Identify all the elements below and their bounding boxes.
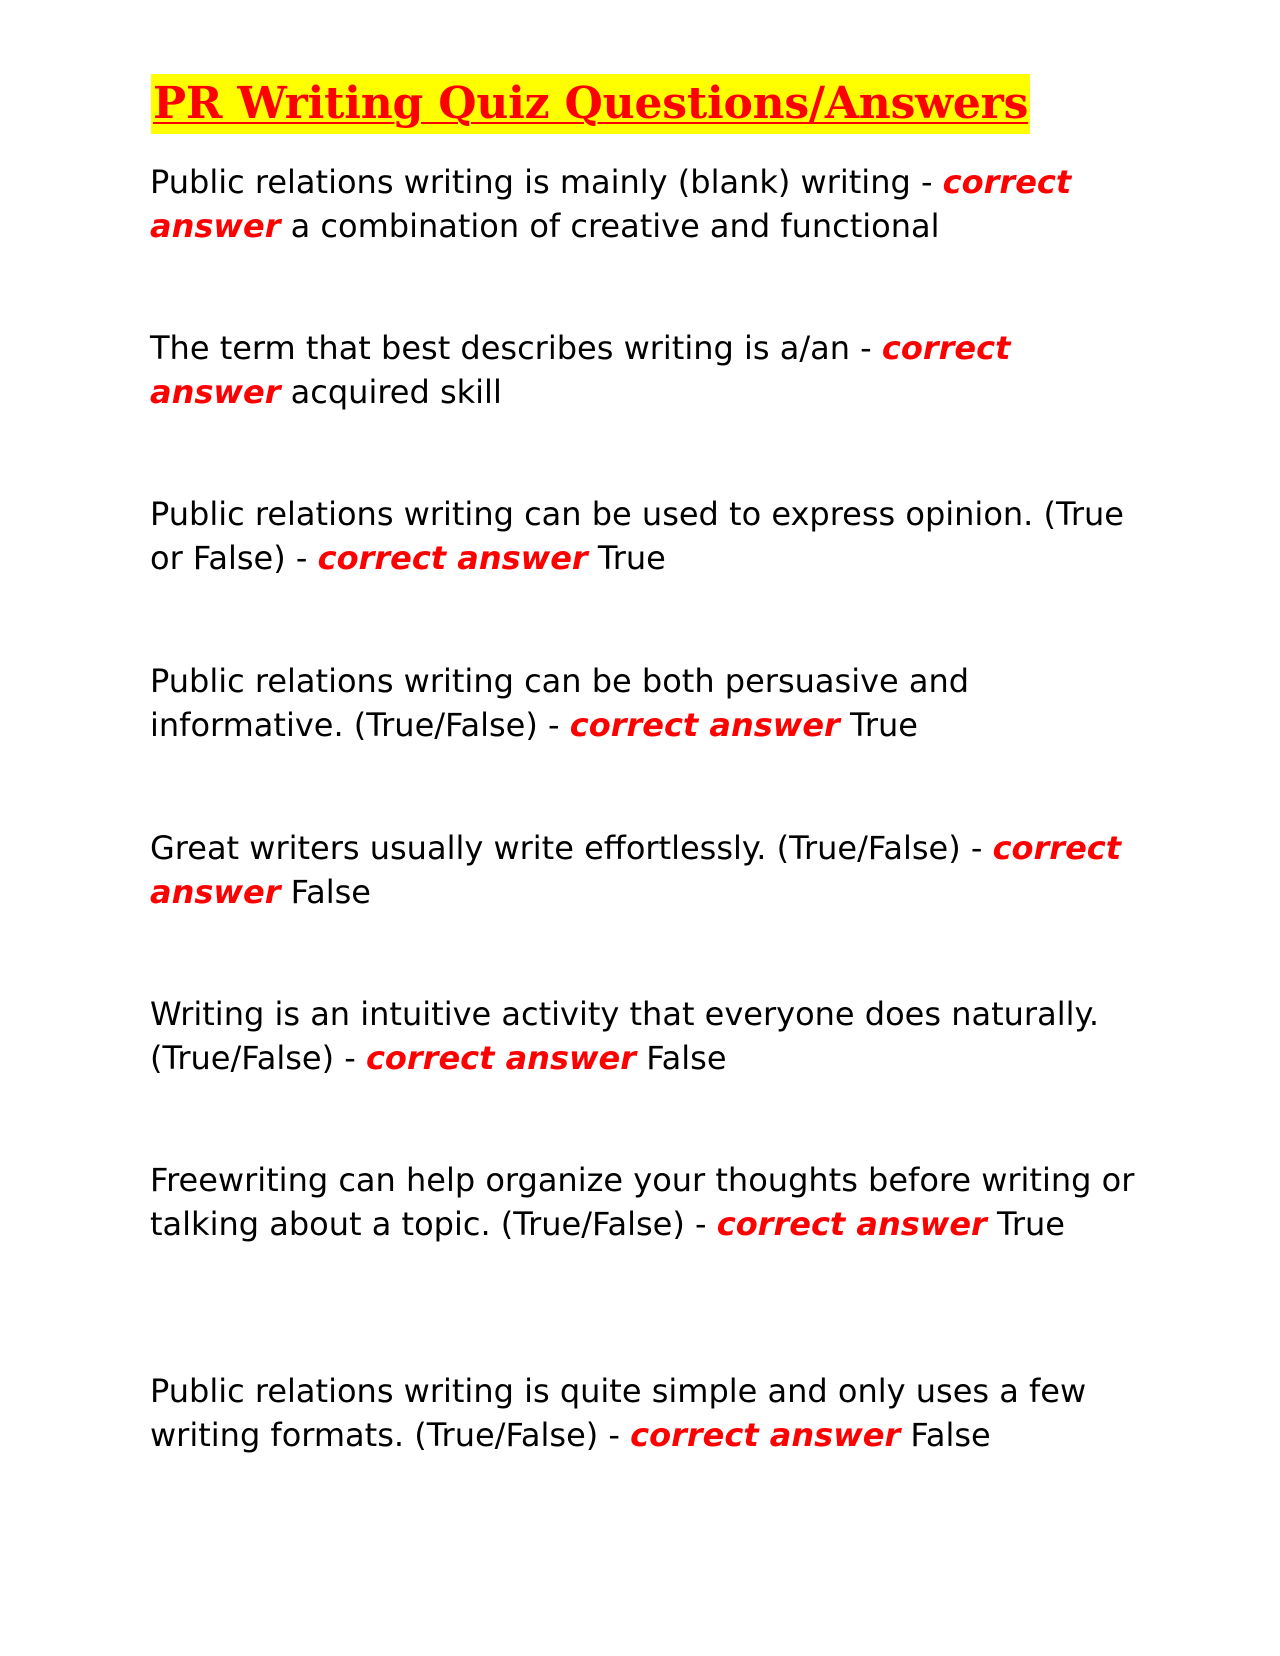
answer-text: True	[839, 706, 918, 744]
answer-label: correct answer	[716, 1205, 987, 1243]
answer-label: correct answer	[150, 329, 1011, 411]
answer-text: acquired skill	[280, 373, 502, 411]
answer-label: correct answer	[569, 706, 840, 744]
answer-text: a combination of creative and functional	[280, 207, 940, 245]
question-text: Freewriting can help organize your thoughts before writing or talking about a topic. (True/False) -	[150, 1161, 1135, 1243]
qa-item-7	[150, 1158, 1140, 1246]
answer-label: correct answer	[150, 829, 1122, 911]
answer-text: True	[986, 1205, 1065, 1243]
question-text: The term that best describes writing is a/an -	[150, 329, 882, 367]
answer-text: False	[636, 1039, 727, 1077]
answer-label: correct answer	[365, 1039, 637, 1077]
qa-item-1	[150, 160, 1140, 248]
qa-item-5	[150, 826, 1140, 914]
question-text: Public relations writing can be used to express opinion. (True or False) -	[150, 495, 1124, 577]
question-text: Public relations writing is quite simple and only uses a few writing formats. (True/False) -	[150, 1372, 1087, 1454]
answer-label: correct answer	[150, 163, 1072, 245]
qa-item-2	[150, 326, 1140, 414]
page-title: PR Writing Quiz Questions/Answers	[151, 74, 1030, 134]
question-text: Great writers usually write effortlessly. (True/False) -	[150, 829, 993, 867]
qa-item-8	[150, 1369, 1140, 1457]
qa-item-6	[150, 992, 1140, 1080]
question-text: Writing is an intuitive activity that everyone does naturally.(True/False) -	[150, 995, 1100, 1077]
answer-text: True	[587, 539, 666, 577]
qa-item-3	[150, 492, 1140, 580]
question-text: Public relations writing can be both persuasive and informative. (True/False) -	[150, 662, 970, 744]
question-text: Public relations writing is mainly (blank) writing -	[150, 163, 943, 201]
answer-label: correct answer	[317, 539, 588, 577]
answer-text: False	[280, 873, 371, 911]
answer-label: correct answer	[630, 1416, 901, 1454]
answer-text: False	[900, 1416, 991, 1454]
qa-item-4	[150, 659, 1140, 747]
